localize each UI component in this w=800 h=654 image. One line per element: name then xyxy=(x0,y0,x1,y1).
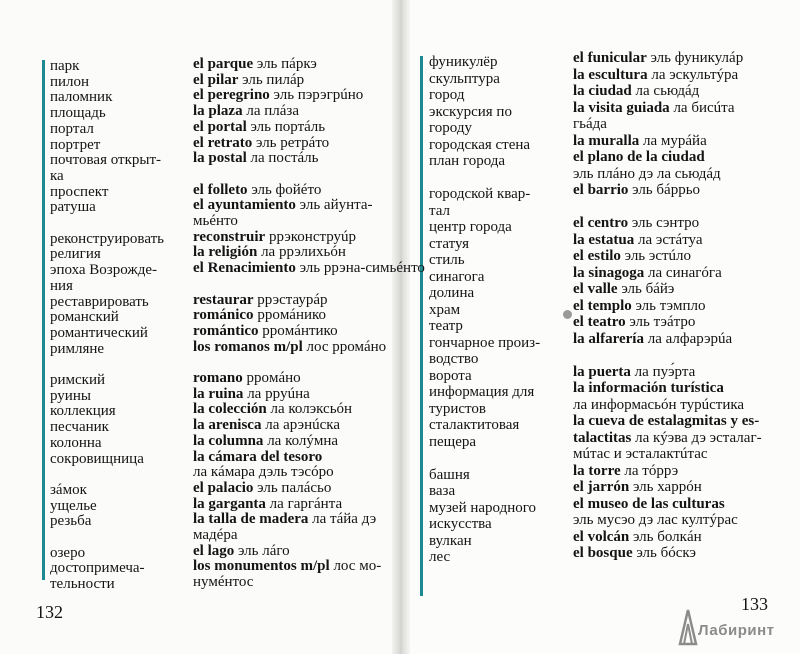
entry-spanish xyxy=(573,496,725,513)
transcription: ррэконструúр xyxy=(265,228,357,245)
spanish-term: los monumentos m/pl xyxy=(193,558,330,575)
spanish-term: el templo xyxy=(573,297,632,314)
transcription: эль пилáр xyxy=(238,71,305,88)
entry-spanish xyxy=(193,260,425,277)
entry-spanish xyxy=(573,397,744,414)
entry-russian: лес xyxy=(429,549,451,565)
entry-spanish xyxy=(193,244,346,261)
transcription: эль портáль xyxy=(246,118,326,135)
spanish-term: el centro xyxy=(573,215,629,231)
entry-spanish xyxy=(193,511,376,528)
entry-russian: сталактитовая xyxy=(429,417,520,433)
labyrinth-logo-icon xyxy=(676,606,700,646)
watermark xyxy=(676,606,794,650)
transcription: нумéнтос xyxy=(193,574,254,591)
entry-russian: фуникулёр xyxy=(429,54,498,70)
entry-russian: ка xyxy=(50,167,64,184)
transcription: ррoмáнико xyxy=(253,307,327,324)
spanish-term: el barrio xyxy=(573,182,629,198)
entry-russian: резьба xyxy=(50,513,92,530)
entry-russian: озеро xyxy=(50,544,86,561)
transcription: гьáда xyxy=(573,116,607,132)
transcription: ла информасьóн турúстика xyxy=(573,396,745,413)
transcription: эль мусэо дэ лас култýрас xyxy=(573,512,738,528)
transcription: ла эскультýра xyxy=(647,66,739,83)
spanish-term: la estatua xyxy=(573,231,635,248)
entry-spanish xyxy=(573,430,762,447)
spanish-term: el teatro xyxy=(573,314,626,330)
spanish-term: el peregrino xyxy=(193,87,270,104)
spanish-term: la ruina xyxy=(193,385,244,402)
spanish-term: el funicular xyxy=(573,50,647,66)
entry-russian: проспект xyxy=(50,183,109,200)
transcription: эль харрóн xyxy=(629,479,702,495)
spanish-term: la arenisca xyxy=(193,417,262,434)
spanish-term: talactitas xyxy=(573,429,632,446)
spanish-term: la puerta xyxy=(573,363,631,380)
entry-russian: центр города xyxy=(429,219,512,235)
entry-spanish xyxy=(193,386,310,403)
spanish-term: la visita guiada xyxy=(573,99,670,116)
transcription: эль палáсьо xyxy=(253,479,332,496)
entry-russian: романтический xyxy=(50,324,148,341)
entry-russian: гончарное произ- xyxy=(429,334,541,351)
transcription: эль фуникулáр xyxy=(646,50,744,66)
entry-spanish xyxy=(193,182,321,199)
spanish-term: el museo de las culturas xyxy=(573,495,725,512)
transcription: мадéра xyxy=(193,527,238,543)
spanish-term: los romanos m/pl xyxy=(193,338,303,355)
spanish-term: la muralla xyxy=(573,132,640,149)
spanish-term: el folleto xyxy=(193,181,248,198)
transcription: ла пуэ́рта xyxy=(630,363,696,380)
transcription: ла сьюдáд xyxy=(631,83,700,99)
entry-spanish xyxy=(573,50,743,67)
entry-spanish xyxy=(573,364,695,381)
entry-spanish xyxy=(573,248,691,265)
transcription: ла гаргáнта xyxy=(265,495,343,512)
transcription: ла плáза xyxy=(242,103,299,120)
entry-russian: музей народного xyxy=(429,499,537,516)
spanish-term: la cámara del tesoro xyxy=(193,448,323,465)
entry-russian: тал xyxy=(429,202,451,219)
entry-spanish xyxy=(193,527,238,544)
entry-russian: статуя xyxy=(429,235,470,252)
entry-spanish xyxy=(573,298,705,315)
entry-russian: романский xyxy=(50,309,119,326)
right-page-number: 133 xyxy=(741,594,768,614)
entry-spanish xyxy=(573,265,722,282)
entry-russian: эпоха Возрожде- xyxy=(50,262,158,279)
spanish-term: el Renacimiento xyxy=(193,260,296,277)
entry-spanish xyxy=(193,323,338,340)
entry-spanish xyxy=(193,370,301,387)
transcription: эль сэнтро xyxy=(628,215,700,231)
book-gutter xyxy=(392,0,410,654)
spanish-term: románico xyxy=(193,307,254,324)
entry-russian: ваза xyxy=(429,483,456,499)
transcription: ррэстаурáр xyxy=(253,291,328,308)
spanish-term: el bosque xyxy=(573,545,633,561)
entry-russian: пещера xyxy=(429,433,477,450)
entry-spanish xyxy=(193,56,317,73)
spanish-term: el parque xyxy=(193,56,254,72)
entry-spanish xyxy=(193,87,363,104)
entry-russian: коллекция xyxy=(50,403,116,420)
spanish-term: la talla de madera xyxy=(193,511,309,528)
transcription: эль бáррьо xyxy=(628,182,701,198)
spanish-term: el jarrón xyxy=(573,479,630,495)
entry-russian: римляне xyxy=(50,340,105,357)
entry-russian: пилон xyxy=(50,73,90,90)
entry-russian: реконструировать xyxy=(50,230,164,247)
spanish-term: el valle xyxy=(573,281,618,297)
transcription: ла бисúта xyxy=(669,99,735,116)
entry-russian: долина xyxy=(429,285,475,301)
transcription: эль ррэна-симьéнто xyxy=(295,260,425,277)
entry-spanish xyxy=(573,281,674,298)
entry-russian: ратуша xyxy=(50,199,96,216)
entry-spanish xyxy=(193,417,340,434)
spanish-term: la columna xyxy=(193,432,264,449)
spanish-term: la ciudad xyxy=(573,83,632,99)
entry-russian: зáмок xyxy=(50,481,87,498)
entry-russian: информация для xyxy=(429,384,535,400)
transcription: ррoмáно xyxy=(242,370,301,386)
entry-russian: колонна xyxy=(50,434,102,451)
transcription: эль пэрэгрúно xyxy=(269,87,364,104)
transcription: эль эстúло xyxy=(620,248,692,264)
transcription: эль фойéто xyxy=(247,181,322,198)
entry-spanish xyxy=(573,529,702,546)
entry-spanish xyxy=(193,449,322,466)
transcription: ла ррэлихьóн xyxy=(257,244,346,261)
entry-spanish xyxy=(573,446,708,463)
entry-spanish xyxy=(193,543,290,560)
spanish-term: el lago xyxy=(193,542,235,559)
entry-russian: ния xyxy=(50,277,73,294)
transcription: эль пáркэ xyxy=(253,56,317,72)
entry-russian: город xyxy=(429,87,465,103)
spanish-term: restaurar xyxy=(193,291,254,308)
entry-russian: паломник xyxy=(50,89,113,106)
spanish-term: el pilar xyxy=(193,71,239,88)
entry-russian: почтовая открыт- xyxy=(50,152,162,169)
transcription: эль болкáн xyxy=(629,528,702,545)
spanish-term: la postal xyxy=(193,150,247,167)
transcription: ла постáль xyxy=(246,150,319,167)
spanish-term: el volcán xyxy=(573,528,630,545)
transcription: ла колэксьóн xyxy=(266,401,353,418)
transcription: эль бóскэ xyxy=(632,545,696,561)
spanish-term: la cueva de estalagmitas y es- xyxy=(573,413,760,429)
entry-spanish xyxy=(573,133,707,150)
entry-spanish xyxy=(573,479,702,496)
transcription: эль плáно дэ ла сьюдáд xyxy=(573,165,721,182)
entry-spanish xyxy=(193,401,352,418)
entry-russian: вулкан xyxy=(429,532,472,549)
transcription: мьéнто xyxy=(193,213,238,229)
entry-russian: городской квар- xyxy=(429,186,531,202)
entry-russian: городу xyxy=(429,120,472,136)
spanish-term: el palacio xyxy=(193,479,254,496)
transcription: ла тóррэ xyxy=(620,462,679,479)
spanish-term: el retrato xyxy=(193,134,253,151)
entry-spanish xyxy=(193,480,331,497)
entry-spanish xyxy=(573,182,700,199)
entry-russian: парк xyxy=(50,58,80,74)
entry-russian: религия xyxy=(50,246,101,263)
entry-spanish xyxy=(573,116,607,133)
entry-spanish xyxy=(193,496,342,513)
entry-russian: городская стена xyxy=(429,136,531,153)
entry-spanish xyxy=(573,67,738,84)
entry-russian: синагога xyxy=(429,268,485,285)
spanish-term: la colección xyxy=(193,401,267,418)
entry-spanish xyxy=(573,380,724,397)
transcription: лос мо- xyxy=(329,558,382,575)
entry-russian: башня xyxy=(429,466,470,483)
entry-spanish xyxy=(193,464,334,481)
entry-russian: площадь xyxy=(50,105,106,122)
entry-russian: водство xyxy=(429,351,479,367)
transcription: эль тэáтро xyxy=(625,314,696,330)
transcription: ла арэнúска xyxy=(261,417,340,434)
entry-spanish xyxy=(573,413,759,430)
transcription: ла колýмна xyxy=(263,432,339,449)
spanish-term: el portal xyxy=(193,118,247,135)
transcription: лос рромáно xyxy=(302,338,387,355)
entry-spanish xyxy=(573,463,678,480)
left-margin-rule xyxy=(42,60,45,580)
spanish-term: la garganta xyxy=(193,495,266,512)
entry-russian: реставрировать xyxy=(50,293,149,310)
entry-russian: стиль xyxy=(429,252,465,268)
entry-russian: тельности xyxy=(50,576,115,593)
entry-spanish xyxy=(573,545,696,562)
entry-spanish xyxy=(193,213,238,230)
spanish-term: romántico xyxy=(193,322,259,339)
transcription: эль айунта- xyxy=(295,197,373,214)
transcription: мúтас и эсталактúтас xyxy=(573,446,708,462)
entry-russian: достопримеча- xyxy=(50,560,145,577)
entry-spanish xyxy=(193,72,304,89)
entry-russian: портал xyxy=(50,120,94,137)
spanish-term: la torre xyxy=(573,462,621,479)
entry-spanish xyxy=(573,512,738,529)
transcription: ла эстáтуа xyxy=(634,231,703,248)
transcription: ла кáмара дэль тэсóро xyxy=(193,464,334,481)
spanish-term: el ayuntamiento xyxy=(193,197,296,214)
entry-spanish xyxy=(193,119,325,136)
entry-spanish xyxy=(573,215,699,232)
entry-russian: храм xyxy=(429,301,461,318)
entry-russian: искусства xyxy=(429,516,492,532)
entry-spanish xyxy=(193,433,338,450)
entry-spanish xyxy=(573,331,732,348)
entry-russian: сокровищница xyxy=(50,450,144,467)
spanish-term: la religión xyxy=(193,244,258,261)
right-margin-rule xyxy=(420,56,423,596)
entry-russian: руины xyxy=(50,387,91,404)
spanish-term: el estilo xyxy=(573,248,621,264)
entry-spanish xyxy=(193,339,386,356)
entry-spanish xyxy=(573,83,699,100)
spanish-term: la plaza xyxy=(193,103,243,120)
entry-spanish xyxy=(193,135,329,152)
entry-spanish xyxy=(193,197,373,214)
entry-spanish xyxy=(193,103,299,120)
spanish-term: el plano de la ciudad xyxy=(573,149,705,165)
transcription: ла мурáйа xyxy=(639,132,707,149)
print-speck xyxy=(563,310,572,319)
entry-russian: скульптура xyxy=(429,70,500,87)
entry-russian: ворота xyxy=(429,367,472,384)
entry-spanish xyxy=(573,100,735,117)
entry-spanish xyxy=(193,558,381,575)
entry-spanish xyxy=(193,574,253,591)
entry-spanish xyxy=(573,232,703,249)
entry-russian: экскурсия по xyxy=(429,103,512,120)
transcription: эль ретрáто xyxy=(252,134,330,151)
entry-spanish xyxy=(573,314,695,331)
entry-russian: портрет xyxy=(50,136,101,153)
spanish-term: la escultura xyxy=(573,66,648,83)
spanish-term: reconstruir xyxy=(193,228,266,245)
entry-russian: ущелье xyxy=(50,497,97,514)
entry-spanish xyxy=(193,229,356,246)
entry-russian: план города xyxy=(429,153,506,169)
transcription: ла ррyúна xyxy=(243,385,310,402)
transcription: ла алфарэрúа xyxy=(643,330,733,347)
transcription: ррoмáнтико xyxy=(258,322,338,339)
entry-spanish xyxy=(193,150,319,167)
spanish-term: la alfarería xyxy=(573,330,644,347)
entry-spanish xyxy=(573,166,721,183)
spanish-term: romano xyxy=(193,370,243,386)
left-page-number: 132 xyxy=(36,602,63,622)
entry-russian: римский xyxy=(50,372,106,388)
transcription: ла кýэва дэ эсталаг- xyxy=(631,429,762,446)
transcription: ла синагóга xyxy=(644,264,722,281)
watermark-text: Лабиринт xyxy=(698,622,775,639)
entry-russian: песчаник xyxy=(50,419,109,436)
transcription: эль тэмпло xyxy=(631,297,706,314)
transcription: эль лáго xyxy=(234,542,290,559)
entry-spanish xyxy=(193,292,328,309)
transcription: ла тáйа дэ xyxy=(308,511,377,528)
spanish-term: la sinagoga xyxy=(573,264,645,281)
entry-spanish xyxy=(573,149,705,166)
spanish-term: la información turística xyxy=(573,380,724,396)
transcription: эль бáйэ xyxy=(617,281,675,297)
entry-russian: театр xyxy=(429,318,463,334)
entry-russian: туристов xyxy=(429,400,486,417)
entry-spanish xyxy=(193,307,326,324)
